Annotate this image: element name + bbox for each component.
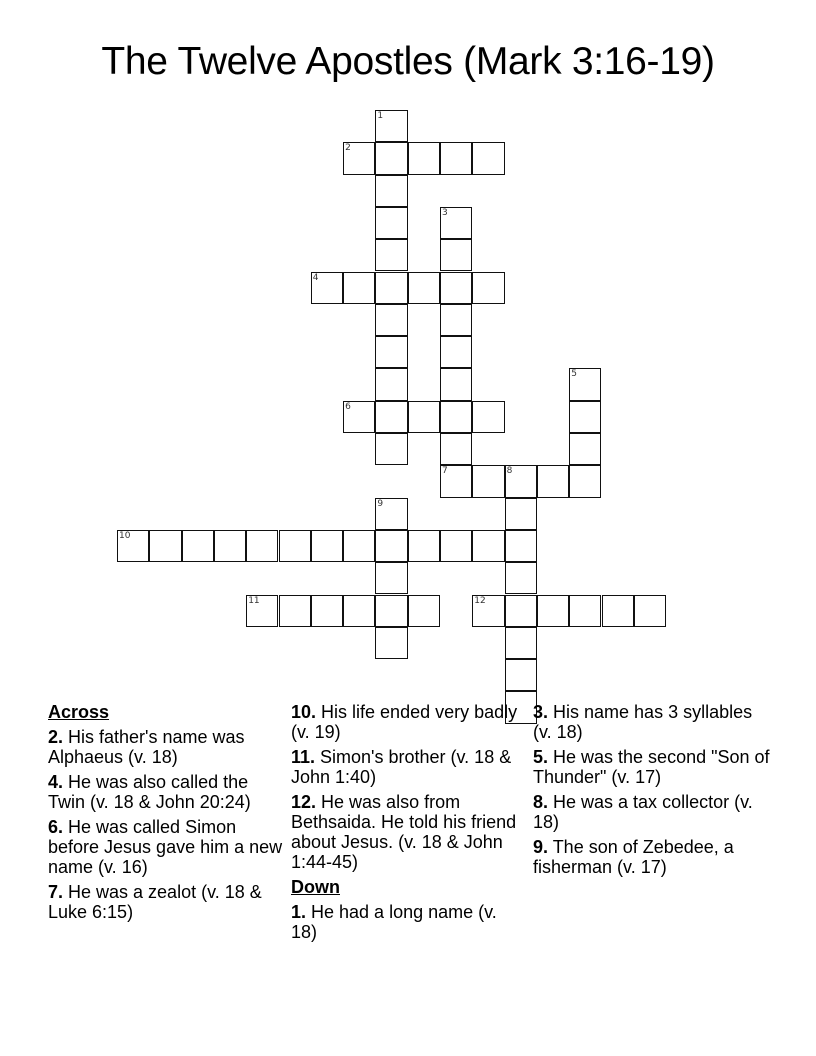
grid-cell[interactable] bbox=[440, 142, 472, 174]
grid-cell[interactable] bbox=[375, 530, 407, 562]
grid-cell[interactable] bbox=[505, 498, 537, 530]
cell-number: 11 bbox=[248, 595, 260, 606]
grid-cell[interactable] bbox=[472, 142, 504, 174]
grid-cell[interactable] bbox=[537, 595, 569, 627]
grid-cell[interactable] bbox=[343, 272, 375, 304]
clue-number: 8. bbox=[533, 792, 549, 812]
grid-cell[interactable] bbox=[311, 595, 343, 627]
grid-cell[interactable] bbox=[408, 272, 440, 304]
grid-cell[interactable] bbox=[440, 530, 472, 562]
grid-cell[interactable] bbox=[505, 465, 537, 497]
clue-across-6 bbox=[48, 817, 288, 877]
clue-across-2 bbox=[48, 727, 288, 767]
clue-number: 3. bbox=[533, 702, 549, 722]
grid-cell[interactable] bbox=[505, 530, 537, 562]
grid-cell[interactable] bbox=[408, 401, 440, 433]
clue-text: He was a zealot (v. 18 & Luke 6:15) bbox=[48, 882, 262, 922]
clue-text: He was also from Bethsaida. He told his friend about Jesus. (v. 18 & John 1:44-45) bbox=[291, 792, 517, 872]
grid-cell[interactable] bbox=[440, 336, 472, 368]
clue-down-3 bbox=[533, 702, 773, 742]
grid-cell[interactable] bbox=[246, 595, 278, 627]
grid-cell[interactable] bbox=[375, 175, 407, 207]
grid-cell[interactable] bbox=[375, 595, 407, 627]
cell-number: 2 bbox=[345, 143, 351, 154]
cell-number: 8 bbox=[506, 466, 513, 477]
grid-cell[interactable] bbox=[375, 239, 407, 271]
clue-text: His father's name was Alphaeus (v. 18) bbox=[48, 727, 245, 767]
clue-text: He was the second "Son of Thunder" (v. 17) bbox=[533, 747, 770, 787]
grid-cell[interactable] bbox=[343, 530, 375, 562]
clue-text: He had a long name (v. 18) bbox=[291, 902, 497, 942]
grid-cell[interactable] bbox=[311, 272, 343, 304]
grid-cell[interactable] bbox=[375, 433, 407, 465]
grid-cell[interactable] bbox=[375, 272, 407, 304]
grid-cell[interactable] bbox=[440, 207, 472, 239]
grid-cell[interactable] bbox=[569, 433, 601, 465]
clue-number: 7. bbox=[48, 882, 64, 902]
clue-number: 11. bbox=[291, 747, 316, 767]
clue-across-11 bbox=[291, 747, 527, 787]
clue-number: 1. bbox=[291, 902, 307, 922]
cell-number: 12 bbox=[474, 595, 486, 606]
grid-cell[interactable] bbox=[440, 304, 472, 336]
grid-cell[interactable] bbox=[472, 272, 504, 304]
grid-cell[interactable] bbox=[440, 433, 472, 465]
grid-cell[interactable] bbox=[569, 401, 601, 433]
grid-cell[interactable] bbox=[472, 401, 504, 433]
grid-cell[interactable] bbox=[440, 401, 472, 433]
grid-cell[interactable] bbox=[343, 401, 375, 433]
grid-cell[interactable] bbox=[117, 530, 149, 562]
grid-cell[interactable] bbox=[569, 595, 601, 627]
grid-cell[interactable] bbox=[343, 595, 375, 627]
down-heading: Down bbox=[291, 877, 340, 897]
cell-number: 7 bbox=[442, 466, 448, 477]
clue-across-12 bbox=[291, 792, 527, 872]
grid-cell[interactable] bbox=[375, 207, 407, 239]
cell-number: 9 bbox=[377, 498, 384, 509]
clue-across-7 bbox=[48, 882, 288, 922]
grid-cell[interactable] bbox=[375, 498, 407, 530]
puzzle-title: The Twelve Apostles (Mark 3:16-19) bbox=[101, 40, 715, 83]
clue-number: 9. bbox=[533, 837, 549, 857]
clue-across-10 bbox=[291, 702, 527, 742]
clue-text: His name has 3 syllables (v. 18) bbox=[533, 702, 753, 742]
grid-cell[interactable] bbox=[569, 368, 601, 400]
clue-number: 2. bbox=[48, 727, 64, 747]
grid-cell[interactable] bbox=[408, 595, 440, 627]
grid-cell[interactable] bbox=[279, 595, 311, 627]
grid-cell[interactable] bbox=[569, 465, 601, 497]
grid-cell[interactable] bbox=[279, 530, 311, 562]
grid-cell[interactable] bbox=[375, 562, 407, 594]
clue-number: 5. bbox=[533, 747, 549, 767]
grid-cell[interactable] bbox=[214, 530, 246, 562]
clues-column-1 bbox=[48, 702, 288, 927]
grid-cell[interactable] bbox=[602, 595, 634, 627]
clue-down-9 bbox=[533, 837, 773, 877]
across-heading: Across bbox=[48, 702, 110, 722]
clue-down-8 bbox=[533, 792, 773, 832]
grid-cell[interactable] bbox=[505, 562, 537, 594]
grid-cell[interactable] bbox=[537, 465, 569, 497]
grid-cell[interactable] bbox=[505, 595, 537, 627]
grid-cell[interactable] bbox=[375, 142, 407, 174]
clue-number: 12. bbox=[291, 792, 317, 812]
cell-number: 1 bbox=[377, 111, 384, 121]
cell-number: 3 bbox=[442, 207, 448, 218]
clue-text: Simon's brother (v. 18 & John 1:40) bbox=[291, 747, 512, 787]
clue-down-1 bbox=[291, 902, 527, 942]
grid-cell[interactable] bbox=[440, 239, 472, 271]
clue-number: 4. bbox=[48, 772, 64, 792]
grid-cell[interactable] bbox=[311, 530, 343, 562]
cell-number: 10 bbox=[119, 530, 131, 541]
cell-number: 4 bbox=[312, 272, 319, 283]
grid-cell[interactable] bbox=[149, 530, 181, 562]
clue-text: He was also called the Twin (v. 18 & John 20:24) bbox=[48, 772, 251, 812]
grid-cell[interactable] bbox=[375, 110, 407, 142]
clue-text: The son of Zebedee, a fisherman (v. 17) bbox=[533, 837, 734, 877]
clue-text: He was called Simon before Jesus gave him a new name (v. 16) bbox=[48, 817, 283, 877]
clue-text: His life ended very badly (v. 19) bbox=[291, 702, 518, 742]
grid-cell[interactable] bbox=[440, 368, 472, 400]
grid-cell[interactable] bbox=[246, 530, 278, 562]
grid-cell[interactable] bbox=[440, 465, 472, 497]
grid-cell[interactable] bbox=[375, 336, 407, 368]
clue-number: 10. bbox=[291, 702, 317, 722]
grid-cell[interactable] bbox=[375, 401, 407, 433]
grid-cell[interactable] bbox=[375, 627, 407, 659]
grid-cell[interactable] bbox=[408, 142, 440, 174]
grid-cell[interactable] bbox=[634, 595, 666, 627]
grid-cell[interactable] bbox=[408, 530, 440, 562]
grid-cell[interactable] bbox=[472, 595, 504, 627]
clue-across-4 bbox=[48, 772, 288, 812]
clue-text: He was a tax collector (v. 18) bbox=[533, 792, 753, 832]
clue-down-5 bbox=[533, 747, 773, 787]
grid-cell[interactable] bbox=[375, 368, 407, 400]
grid-cell[interactable] bbox=[505, 659, 537, 691]
cell-number: 5 bbox=[571, 369, 577, 380]
grid-cell[interactable] bbox=[472, 530, 504, 562]
grid-cell[interactable] bbox=[343, 142, 375, 174]
cell-number: 6 bbox=[345, 401, 351, 412]
clues-column-3 bbox=[533, 702, 773, 882]
clues-column-2 bbox=[291, 702, 527, 947]
grid-cell[interactable] bbox=[182, 530, 214, 562]
grid-cell[interactable] bbox=[472, 465, 504, 497]
grid-cell[interactable] bbox=[505, 627, 537, 659]
grid-cell[interactable] bbox=[440, 272, 472, 304]
grid-cell[interactable] bbox=[375, 304, 407, 336]
clue-number: 6. bbox=[48, 817, 64, 837]
